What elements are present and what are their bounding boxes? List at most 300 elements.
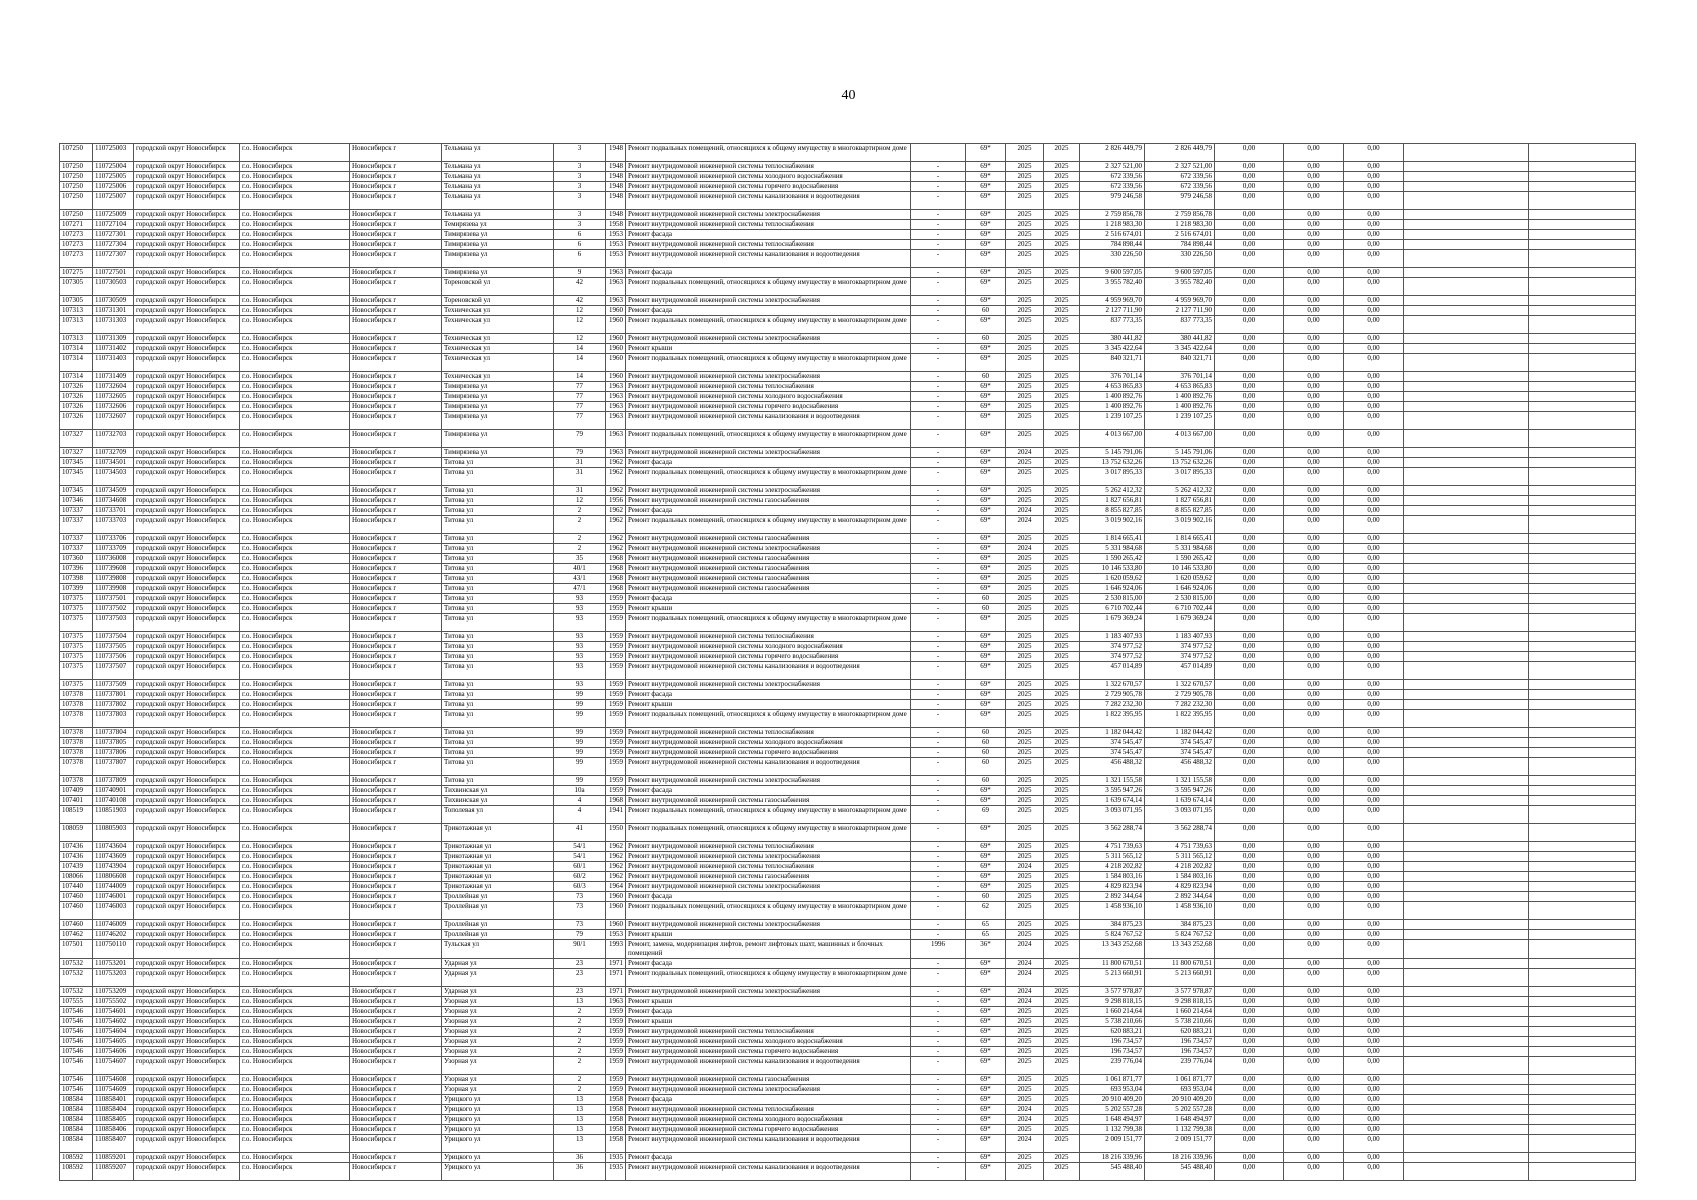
- cell-house-number: 90/1: [554, 940, 606, 959]
- cell-house-id: 107546: [60, 1037, 93, 1047]
- table-row: [60, 534, 1636, 544]
- cell-build-year: 1948: [606, 144, 626, 162]
- cell-notes-a: [1404, 728, 1529, 738]
- cell-house-number: 14: [554, 372, 606, 382]
- cell-total-cost: 693 953,04: [1080, 1085, 1145, 1095]
- cell-regional-budget: 0,00: [1284, 268, 1344, 278]
- cell-street: Титова ул: [442, 738, 554, 748]
- cell-notes-a: [1404, 1075, 1529, 1085]
- cell-build-year: 1968: [606, 564, 626, 574]
- cell-work-id: 110732607: [93, 412, 134, 430]
- cell-work-id: 110743604: [93, 842, 134, 852]
- cell-wear: 69*: [966, 690, 1006, 700]
- cell-street: Тимирязева ул: [442, 268, 554, 278]
- cell-build-year: 1960: [606, 306, 626, 316]
- cell-plan-year-start: 2025: [1006, 700, 1044, 710]
- cell-local-budget: 0,00: [1344, 554, 1404, 564]
- cell-house-id: 107337: [60, 516, 93, 534]
- cell-work-id: 110858406: [93, 1125, 134, 1135]
- cell-build-year: 1962: [606, 486, 626, 496]
- cell-municipality: городской округ Новосибирск: [134, 700, 240, 710]
- cell-total-cost: 1 458 936,10: [1080, 902, 1145, 920]
- cell-municipality: городской округ Новосибирск: [134, 182, 240, 192]
- cell-regional-fund: 5 331 984,68: [1145, 544, 1215, 554]
- cell-wear: 69*: [966, 240, 1006, 250]
- cell-lift-year: -: [911, 786, 966, 796]
- cell-lift-year: -: [911, 382, 966, 392]
- cell-plan-year-end: 2025: [1044, 862, 1080, 872]
- cell-regional-fund: 1 239 107,25: [1145, 412, 1215, 430]
- cell-federal-funds: 0,00: [1215, 959, 1284, 969]
- cell-notes-b: [1529, 192, 1636, 210]
- cell-street: Техническая ул: [442, 344, 554, 354]
- cell-settlement: г.о. Новосибирск: [240, 700, 350, 710]
- cell-municipality: городской округ Новосибирск: [134, 642, 240, 652]
- cell-federal-funds: 0,00: [1215, 1095, 1284, 1105]
- cell-house-number: 4: [554, 796, 606, 806]
- cell-locality: Новосибирск г: [350, 496, 442, 506]
- cell-locality: Новосибирск г: [350, 382, 442, 392]
- cell-settlement: г.о. Новосибирск: [240, 544, 350, 554]
- cell-lift-year: -: [911, 776, 966, 786]
- cell-build-year: 1960: [606, 354, 626, 372]
- cell-work-type: Ремонт подвальных помещений, относящихся к общему имуществу в многоквартирном доме: [626, 354, 911, 372]
- cell-regional-budget: 0,00: [1284, 1163, 1344, 1181]
- cell-locality: Новосибирск г: [350, 1095, 442, 1105]
- cell-work-type: Ремонт внутридомовой инженерной системы электроснабжения: [626, 544, 911, 554]
- cell-municipality: городской округ Новосибирск: [134, 690, 240, 700]
- cell-notes-b: [1529, 862, 1636, 872]
- cell-house-id: 107460: [60, 920, 93, 930]
- cell-work-type: Ремонт внутридомовой инженерной системы газоснабжения: [626, 534, 911, 544]
- cell-house-number: 36: [554, 1153, 606, 1163]
- cell-settlement: г.о. Новосибирск: [240, 1037, 350, 1047]
- cell-regional-budget: 0,00: [1284, 862, 1344, 872]
- cell-regional-fund: 1 620 059,62: [1145, 574, 1215, 584]
- cell-local-budget: 0,00: [1344, 1037, 1404, 1047]
- cell-house-id: 107327: [60, 430, 93, 448]
- cell-plan-year-end: 2025: [1044, 534, 1080, 544]
- cell-plan-year-end: 2025: [1044, 1163, 1080, 1181]
- cell-plan-year-start: 2025: [1006, 1125, 1044, 1135]
- cell-regional-budget: 0,00: [1284, 144, 1344, 162]
- cell-regional-fund: 3 562 288,74: [1145, 824, 1215, 842]
- cell-notes-a: [1404, 430, 1529, 448]
- cell-federal-funds: 0,00: [1215, 210, 1284, 220]
- table-row: [60, 902, 1636, 920]
- cell-local-budget: 0,00: [1344, 930, 1404, 940]
- table-row: [60, 959, 1636, 969]
- cell-regional-fund: 3 955 782,40: [1145, 278, 1215, 296]
- cell-plan-year-end: 2025: [1044, 796, 1080, 806]
- cell-street: Титова ул: [442, 458, 554, 468]
- cell-wear: 69*: [966, 144, 1006, 162]
- cell-plan-year-end: 2025: [1044, 969, 1080, 987]
- cell-notes-b: [1529, 902, 1636, 920]
- cell-work-id: 110731301: [93, 306, 134, 316]
- cell-work-id: 110750110: [93, 940, 134, 959]
- cell-work-type: Ремонт внутридомовой инженерной системы газоснабжения: [626, 1075, 911, 1085]
- table-row: [60, 786, 1636, 796]
- table-row: [60, 614, 1636, 632]
- cell-total-cost: 2 127 711,90: [1080, 306, 1145, 316]
- cell-total-cost: 2 826 449,79: [1080, 144, 1145, 162]
- cell-plan-year-start: 2025: [1006, 842, 1044, 852]
- cell-lift-year: -: [911, 220, 966, 230]
- cell-regional-fund: 5 202 557,28: [1145, 1105, 1215, 1115]
- cell-local-budget: 0,00: [1344, 354, 1404, 372]
- cell-settlement: г.о. Новосибирск: [240, 268, 350, 278]
- cell-plan-year-end: 2025: [1044, 354, 1080, 372]
- cell-wear: 69*: [966, 506, 1006, 516]
- cell-build-year: 1963: [606, 997, 626, 1007]
- cell-regional-budget: 0,00: [1284, 240, 1344, 250]
- cell-notes-b: [1529, 1105, 1636, 1115]
- cell-notes-b: [1529, 392, 1636, 402]
- cell-federal-funds: 0,00: [1215, 372, 1284, 382]
- cell-locality: Новосибирск г: [350, 902, 442, 920]
- cell-federal-funds: 0,00: [1215, 594, 1284, 604]
- cell-federal-funds: 0,00: [1215, 824, 1284, 842]
- cell-plan-year-start: 2025: [1006, 786, 1044, 796]
- cell-total-cost: 196 734,57: [1080, 1047, 1145, 1057]
- cell-house-number: 31: [554, 458, 606, 468]
- cell-work-type: Ремонт внутридомовой инженерной системы газоснабжения: [626, 872, 911, 882]
- table-row: [60, 412, 1636, 430]
- cell-locality: Новосибирск г: [350, 1047, 442, 1057]
- cell-regional-budget: 0,00: [1284, 842, 1344, 852]
- cell-total-cost: 2 759 856,78: [1080, 210, 1145, 220]
- cell-municipality: городской округ Новосибирск: [134, 1017, 240, 1027]
- cell-street: Титова ул: [442, 652, 554, 662]
- cell-regional-fund: 840 321,71: [1145, 354, 1215, 372]
- cell-lift-year: -: [911, 1125, 966, 1135]
- cell-plan-year-end: 2025: [1044, 806, 1080, 824]
- cell-regional-fund: 2 530 815,00: [1145, 594, 1215, 604]
- cell-plan-year-end: 2025: [1044, 458, 1080, 468]
- cell-notes-b: [1529, 594, 1636, 604]
- cell-settlement: г.о. Новосибирск: [240, 584, 350, 594]
- cell-federal-funds: 0,00: [1215, 1007, 1284, 1017]
- cell-settlement: г.о. Новосибирск: [240, 1057, 350, 1075]
- cell-notes-a: [1404, 344, 1529, 354]
- cell-notes-b: [1529, 1037, 1636, 1047]
- cell-regional-fund: 9 298 818,15: [1145, 997, 1215, 1007]
- cell-regional-fund: 374 545,47: [1145, 738, 1215, 748]
- cell-house-number: 12: [554, 334, 606, 344]
- cell-lift-year: -: [911, 496, 966, 506]
- cell-notes-b: [1529, 344, 1636, 354]
- cell-plan-year-start: 2025: [1006, 1085, 1044, 1095]
- cell-regional-budget: 0,00: [1284, 1017, 1344, 1027]
- cell-notes-b: [1529, 1125, 1636, 1135]
- cell-regional-fund: 20 910 409,20: [1145, 1095, 1215, 1105]
- cell-locality: Новосибирск г: [350, 852, 442, 862]
- cell-lift-year: -: [911, 662, 966, 680]
- cell-local-budget: 0,00: [1344, 1105, 1404, 1115]
- cell-settlement: г.о. Новосибирск: [240, 930, 350, 940]
- cell-notes-a: [1404, 642, 1529, 652]
- cell-regional-fund: 2 729 905,78: [1145, 690, 1215, 700]
- cell-street: Титова ул: [442, 594, 554, 604]
- cell-total-cost: 837 773,35: [1080, 316, 1145, 334]
- cell-house-id: 107546: [60, 1047, 93, 1057]
- cell-plan-year-end: 2025: [1044, 344, 1080, 354]
- cell-regional-budget: 0,00: [1284, 892, 1344, 902]
- cell-notes-b: [1529, 506, 1636, 516]
- cell-regional-budget: 0,00: [1284, 486, 1344, 496]
- cell-work-id: 110727304: [93, 240, 134, 250]
- cell-plan-year-start: 2025: [1006, 806, 1044, 824]
- cell-regional-fund: 3 595 947,26: [1145, 786, 1215, 796]
- cell-federal-funds: 0,00: [1215, 1037, 1284, 1047]
- cell-wear: 69*: [966, 430, 1006, 448]
- cell-house-number: 36: [554, 1163, 606, 1181]
- cell-regional-fund: 9 600 597,05: [1145, 268, 1215, 278]
- cell-house-id: 108059: [60, 824, 93, 842]
- cell-house-number: 6: [554, 230, 606, 240]
- cell-house-id: 107460: [60, 892, 93, 902]
- cell-work-type: Ремонт внутридомовой инженерной системы теплоснабжения: [626, 382, 911, 392]
- table-row: [60, 1027, 1636, 1037]
- cell-wear: 69*: [966, 412, 1006, 430]
- cell-settlement: г.о. Новосибирск: [240, 987, 350, 997]
- cell-build-year: 1959: [606, 690, 626, 700]
- cell-work-type: Ремонт внутридомовой инженерной системы электроснабжения: [626, 486, 911, 496]
- cell-locality: Новосибирск г: [350, 1163, 442, 1181]
- cell-work-type: Ремонт фасада: [626, 690, 911, 700]
- cell-notes-a: [1404, 230, 1529, 240]
- cell-plan-year-end: 2025: [1044, 296, 1080, 306]
- cell-local-budget: 0,00: [1344, 872, 1404, 882]
- cell-house-number: 42: [554, 296, 606, 306]
- cell-locality: Новосибирск г: [350, 959, 442, 969]
- cell-plan-year-start: 2025: [1006, 1007, 1044, 1017]
- cell-notes-a: [1404, 162, 1529, 172]
- cell-local-budget: 0,00: [1344, 316, 1404, 334]
- cell-locality: Новосибирск г: [350, 344, 442, 354]
- cell-wear: 69*: [966, 959, 1006, 969]
- cell-notes-b: [1529, 486, 1636, 496]
- cell-locality: Новосибирск г: [350, 969, 442, 987]
- cell-regional-budget: 0,00: [1284, 710, 1344, 728]
- cell-settlement: г.о. Новосибирск: [240, 250, 350, 268]
- cell-municipality: городской округ Новосибирск: [134, 738, 240, 748]
- cell-house-id: 107314: [60, 372, 93, 382]
- cell-work-type: Ремонт подвальных помещений, относящихся к общему имуществу в многоквартирном доме: [626, 144, 911, 162]
- cell-notes-b: [1529, 652, 1636, 662]
- cell-regional-budget: 0,00: [1284, 334, 1344, 344]
- cell-federal-funds: 0,00: [1215, 930, 1284, 940]
- cell-plan-year-start: 2024: [1006, 969, 1044, 987]
- cell-regional-budget: 0,00: [1284, 448, 1344, 458]
- cell-lift-year: -: [911, 584, 966, 594]
- cell-notes-b: [1529, 544, 1636, 554]
- cell-lift-year: [911, 144, 966, 162]
- cell-plan-year-end: 2025: [1044, 564, 1080, 574]
- cell-notes-b: [1529, 250, 1636, 268]
- cell-total-cost: 1 061 871,77: [1080, 1075, 1145, 1085]
- cell-notes-a: [1404, 1007, 1529, 1017]
- cell-locality: Новосибирск г: [350, 662, 442, 680]
- cell-house-number: 2: [554, 1057, 606, 1075]
- cell-federal-funds: 0,00: [1215, 902, 1284, 920]
- cell-settlement: г.о. Новосибирск: [240, 1125, 350, 1135]
- cell-notes-a: [1404, 940, 1529, 959]
- cell-settlement: г.о. Новосибирск: [240, 748, 350, 758]
- cell-regional-budget: 0,00: [1284, 642, 1344, 652]
- cell-build-year: 1959: [606, 594, 626, 604]
- cell-local-budget: 0,00: [1344, 652, 1404, 662]
- cell-regional-budget: 0,00: [1284, 402, 1344, 412]
- cell-local-budget: 0,00: [1344, 959, 1404, 969]
- table-row: [60, 1163, 1636, 1181]
- cell-house-number: 73: [554, 892, 606, 902]
- cell-notes-b: [1529, 1007, 1636, 1017]
- table-row: [60, 278, 1636, 296]
- cell-wear: 69*: [966, 296, 1006, 306]
- cell-wear: 60: [966, 758, 1006, 776]
- cell-settlement: г.о. Новосибирск: [240, 710, 350, 728]
- cell-municipality: городской округ Новосибирск: [134, 1085, 240, 1095]
- cell-federal-funds: 0,00: [1215, 230, 1284, 240]
- cell-build-year: 1935: [606, 1153, 626, 1163]
- cell-house-id: 107273: [60, 250, 93, 268]
- cell-regional-budget: 0,00: [1284, 554, 1344, 564]
- cell-wear: 69*: [966, 554, 1006, 564]
- cell-lift-year: -: [911, 758, 966, 776]
- table-row: [60, 1115, 1636, 1125]
- cell-plan-year-end: 2025: [1044, 680, 1080, 690]
- cell-notes-a: [1404, 700, 1529, 710]
- cell-work-id: 110753203: [93, 969, 134, 987]
- cell-wear: 69*: [966, 448, 1006, 458]
- cell-house-number: 93: [554, 594, 606, 604]
- cell-notes-b: [1529, 758, 1636, 776]
- cell-build-year: 1948: [606, 210, 626, 220]
- cell-federal-funds: 0,00: [1215, 544, 1284, 554]
- cell-plan-year-start: 2025: [1006, 230, 1044, 240]
- cell-build-year: 1958: [606, 1105, 626, 1115]
- cell-wear: 69*: [966, 852, 1006, 862]
- cell-lift-year: -: [911, 240, 966, 250]
- cell-regional-fund: 1 322 670,57: [1145, 680, 1215, 690]
- cell-house-number: 13: [554, 1095, 606, 1105]
- cell-regional-budget: 0,00: [1284, 1075, 1344, 1085]
- cell-plan-year-start: 2025: [1006, 1017, 1044, 1027]
- cell-locality: Новосибирск г: [350, 1037, 442, 1047]
- cell-local-budget: 0,00: [1344, 632, 1404, 642]
- cell-work-id: 110733703: [93, 516, 134, 534]
- cell-federal-funds: 0,00: [1215, 700, 1284, 710]
- cell-regional-budget: 0,00: [1284, 997, 1344, 1007]
- cell-house-id: 107250: [60, 162, 93, 172]
- cell-plan-year-end: 2025: [1044, 220, 1080, 230]
- cell-build-year: 1959: [606, 786, 626, 796]
- cell-regional-fund: 457 014,89: [1145, 662, 1215, 680]
- cell-work-type: Ремонт внутридомовой инженерной системы канализования и водоотведения: [626, 1057, 911, 1075]
- cell-notes-a: [1404, 930, 1529, 940]
- cell-locality: Новосибирск г: [350, 1017, 442, 1027]
- table-row: [60, 1105, 1636, 1115]
- table-row: [60, 250, 1636, 268]
- cell-plan-year-start: 2025: [1006, 564, 1044, 574]
- cell-settlement: г.о. Новосибирск: [240, 172, 350, 182]
- cell-house-number: 3: [554, 172, 606, 182]
- cell-regional-fund: 3 577 978,87: [1145, 987, 1215, 997]
- cell-settlement: г.о. Новосибирск: [240, 534, 350, 544]
- table-row: [60, 402, 1636, 412]
- cell-total-cost: 2 729 905,78: [1080, 690, 1145, 700]
- table-row: [60, 882, 1636, 892]
- cell-federal-funds: 0,00: [1215, 554, 1284, 564]
- cell-notes-a: [1404, 544, 1529, 554]
- cell-lift-year: -: [911, 372, 966, 382]
- cell-work-id: 110739808: [93, 574, 134, 584]
- cell-locality: Новосибирск г: [350, 987, 442, 997]
- cell-house-number: 54/1: [554, 852, 606, 862]
- cell-work-id: 110727307: [93, 250, 134, 268]
- cell-total-cost: 2 530 815,00: [1080, 594, 1145, 604]
- cell-wear: 69*: [966, 680, 1006, 690]
- cell-plan-year-end: 2025: [1044, 940, 1080, 959]
- cell-plan-year-start: 2025: [1006, 652, 1044, 662]
- cell-wear: 60: [966, 776, 1006, 786]
- cell-work-type: Ремонт внутридомовой инженерной системы электроснабжения: [626, 852, 911, 862]
- cell-total-cost: 374 977,52: [1080, 652, 1145, 662]
- cell-house-number: 2: [554, 506, 606, 516]
- cell-house-id: 107555: [60, 997, 93, 1007]
- cell-municipality: городской округ Новосибирск: [134, 534, 240, 544]
- cell-house-id: 108584: [60, 1135, 93, 1153]
- cell-settlement: г.о. Новосибирск: [240, 564, 350, 574]
- cell-notes-a: [1404, 1135, 1529, 1153]
- cell-notes-a: [1404, 554, 1529, 564]
- cell-federal-funds: 0,00: [1215, 182, 1284, 192]
- table-row: [60, 700, 1636, 710]
- cell-wear: 36*: [966, 940, 1006, 959]
- cell-settlement: г.о. Новосибирск: [240, 278, 350, 296]
- cell-regional-fund: 1 061 871,77: [1145, 1075, 1215, 1085]
- cell-house-id: 108584: [60, 1115, 93, 1125]
- cell-federal-funds: 0,00: [1215, 662, 1284, 680]
- cell-build-year: 1962: [606, 852, 626, 862]
- cell-municipality: городской округ Новосибирск: [134, 278, 240, 296]
- cell-lift-year: -: [911, 652, 966, 662]
- cell-lift-year: -: [911, 806, 966, 824]
- cell-local-budget: 0,00: [1344, 710, 1404, 728]
- cell-house-number: 10а: [554, 786, 606, 796]
- cell-street: Тимирязева ул: [442, 382, 554, 392]
- cell-house-number: 31: [554, 486, 606, 496]
- cell-local-budget: 0,00: [1344, 614, 1404, 632]
- cell-lift-year: -: [911, 882, 966, 892]
- cell-municipality: городской округ Новосибирск: [134, 662, 240, 680]
- cell-street: Трикотажная ул: [442, 872, 554, 882]
- cell-wear: 69*: [966, 544, 1006, 554]
- cell-local-budget: 0,00: [1344, 162, 1404, 172]
- cell-build-year: 1948: [606, 172, 626, 182]
- cell-total-cost: 2 009 151,77: [1080, 1135, 1145, 1153]
- cell-federal-funds: 0,00: [1215, 564, 1284, 574]
- cell-house-number: 2: [554, 1027, 606, 1037]
- cell-locality: Новосибирск г: [350, 316, 442, 334]
- cell-regional-budget: 0,00: [1284, 614, 1344, 632]
- cell-lift-year: -: [911, 1135, 966, 1153]
- cell-plan-year-start: 2025: [1006, 748, 1044, 758]
- cell-total-cost: 239 776,04: [1080, 1057, 1145, 1075]
- cell-total-cost: 1 400 892,76: [1080, 402, 1145, 412]
